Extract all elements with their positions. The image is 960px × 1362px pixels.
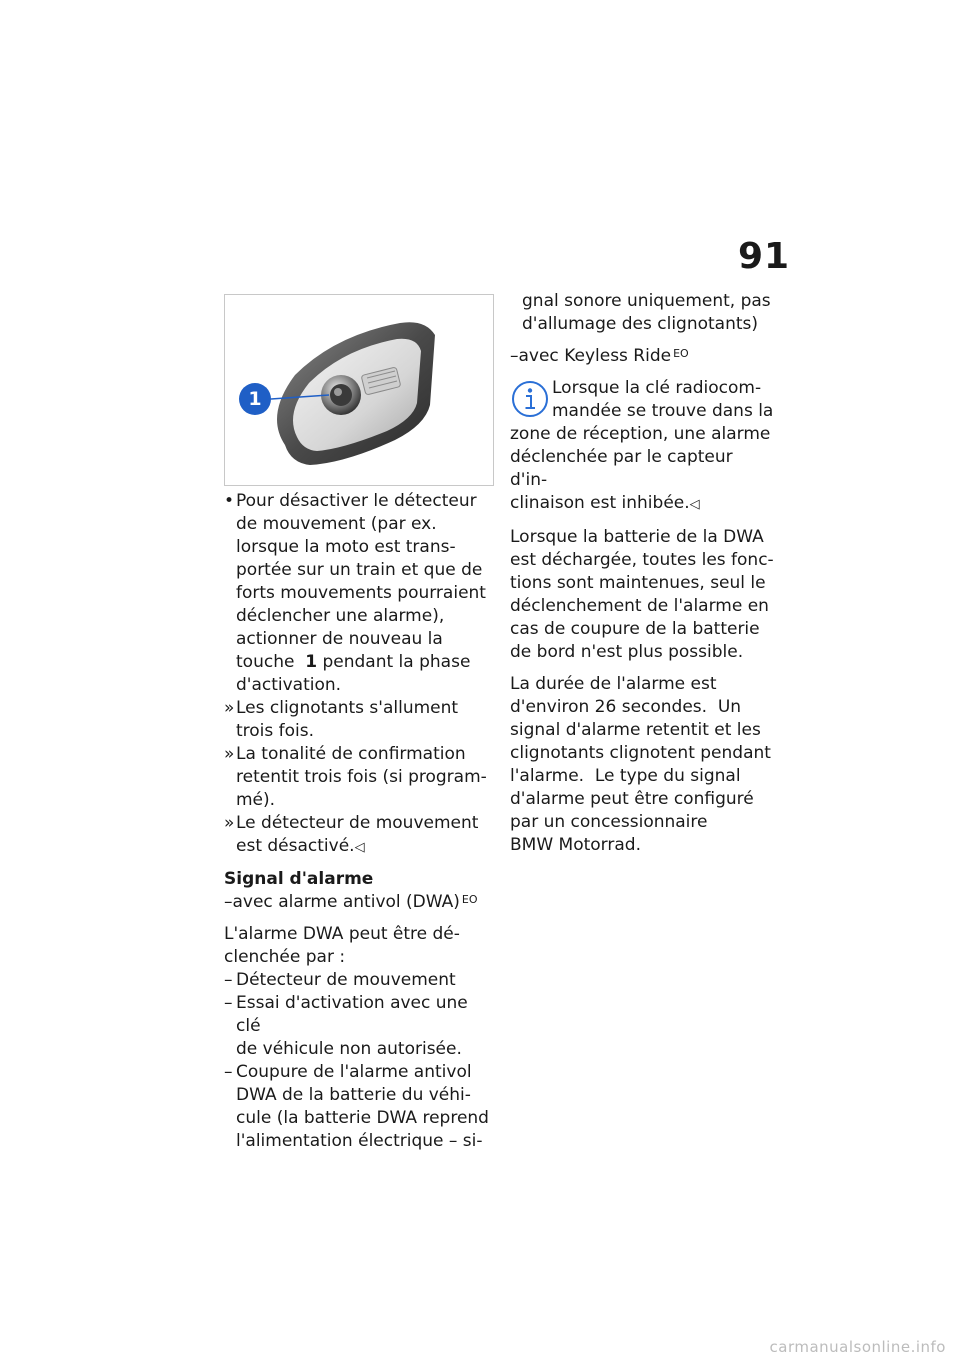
note-line: Lorsque la clé radiocom- [552,378,762,398]
condition-line [510,345,775,368]
eo-superscript: EO [461,893,478,906]
end-mark-icon: ◁ [354,840,365,855]
key-fob-figure [224,294,494,486]
right-column [510,290,775,866]
note-line: mandée se trouve dans la [552,401,774,421]
dash-marker: – [224,993,233,1013]
result-item [224,697,496,743]
trigger-item [224,1061,496,1153]
step-after: pendant la phase [322,652,471,672]
result-line: Les clignotants s'allument [236,698,459,718]
paragraph-line: clignotants clignotent pendant [510,743,771,763]
intro-line: clenchée par : [224,947,346,967]
step-item [224,490,496,697]
paragraph-line: par un concessionnaire [510,812,708,832]
paragraph-line: Lorsque la batterie de la DWA [510,527,764,547]
trigger-item [224,969,496,992]
continued-item [510,290,775,336]
step-line: de mouvement (par ex. [236,514,437,534]
paragraph-line: BMW Motorrad. [510,835,641,855]
step-line: Pour désactiver le détecteur [236,491,477,511]
note-line: zone de réception, une alarme [510,424,771,444]
note-line: déclenchée par le capteur d'in- [510,447,733,490]
step-line: d'activation. [236,675,342,695]
condition-text: avec alarme antivol (DWA) [232,892,460,912]
paragraph-line: cas de coupure de la batterie [510,619,760,639]
eo-superscript: EO [673,347,689,360]
result-item [224,812,496,859]
paragraph-line: de bord n'est plus possible. [510,642,744,662]
dash-marker: – [224,892,233,912]
info-icon [510,379,550,419]
paragraph-line: est déchargée, toutes les fonc- [510,550,774,570]
callout-1: 1 [239,383,271,415]
condition-line [224,891,496,914]
paragraph-line: signal d'alarme retentit et les [510,720,761,740]
info-note [510,377,775,516]
result-line: retentit trois fois (si program- [236,767,487,787]
step-touche: touche [236,652,295,672]
result-line: trois fois. [236,721,315,741]
step-line: portée sur un train et que de [236,560,483,580]
bullet-marker: • [224,491,235,511]
trigger-line: l'alimentation électrique – si- [236,1131,483,1151]
step-line: déclencher une alarme), [236,606,445,626]
result-item [224,743,496,812]
intro-paragraph [224,923,496,969]
section-heading: Signal d'alarme [224,869,374,889]
trigger-line: DWA de la batterie du véhi- [236,1085,471,1105]
trigger-item [224,992,496,1061]
result-line: Le détecteur de mouvement [236,813,479,833]
condition-text: avec Keyless Ride [518,346,672,366]
result-line: mé). [236,790,276,810]
continued-line: gnal sonore uniquement, pas [522,291,771,311]
trigger-line: Essai d'activation avec une clé [236,993,468,1036]
step-line: actionner de nouveau la [236,629,443,649]
step-line: forts mouvements pourraient [236,583,486,603]
end-mark-icon: ◁ [689,497,700,512]
key-reference: 1 [305,652,318,672]
watermark-footer: carmanualsonline.info [769,1338,946,1356]
battery-paragraph [510,526,775,664]
note-line [510,492,775,516]
trigger-line: cule (la batterie DWA reprend [236,1108,489,1128]
trigger-line: de véhicule non autorisée. [236,1039,462,1059]
result-text: est désactivé. [236,836,355,856]
trigger-line: Détecteur de mouvement [236,970,456,990]
intro-line: L'alarme DWA peut être dé- [224,924,460,944]
result-line: La tonalité de confirmation [236,744,466,764]
paragraph-line: La durée de l'alarme est [510,674,717,694]
result-marker: » [224,813,235,833]
paragraph-line: tions sont maintenues, seul le [510,573,766,593]
trigger-line: Coupure de l'alarme antivol [236,1062,472,1082]
continued-line: d'allumage des clignotants) [522,314,759,334]
paragraph-line: d'environ 26 secondes. Un [510,697,742,717]
duration-paragraph [510,673,775,857]
dash-marker: – [224,970,233,990]
result-marker: » [224,698,235,718]
dash-marker: – [510,346,519,366]
result-line [236,835,496,859]
note-text: clinaison est inhibée. [510,493,690,513]
paragraph-line: d'alarme peut être configuré [510,789,754,809]
left-column [224,490,496,1153]
page-number: 91 [738,236,791,277]
paragraph-line: déclenchement de l'alarme en [510,596,769,616]
step-line [236,651,496,674]
dash-marker: – [224,1062,233,1082]
result-marker: » [224,744,235,764]
paragraph-line: l'alarme. Le type du signal [510,766,741,786]
step-line: lorsque la moto est trans- [236,537,456,557]
